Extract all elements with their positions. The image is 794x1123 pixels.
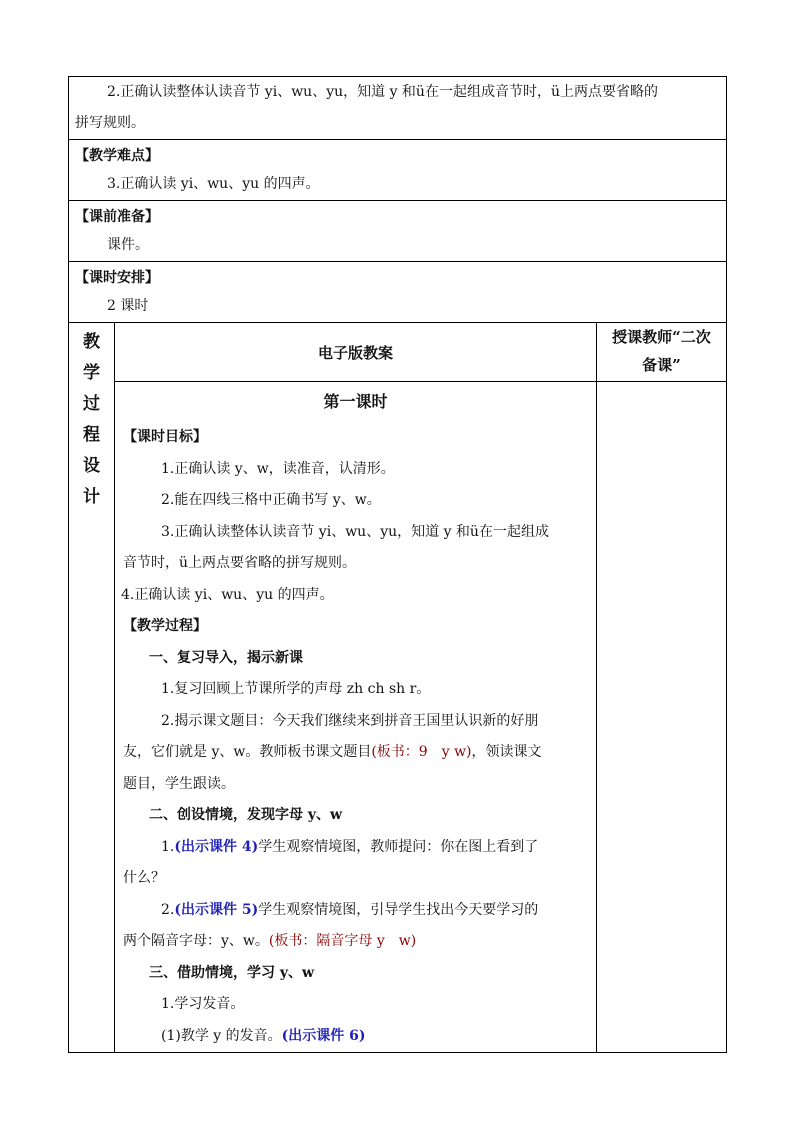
section-2-para-2b xyxy=(115,926,596,958)
process-heading: 【教学过程】 xyxy=(123,618,207,634)
text: 1. xyxy=(161,838,175,855)
text: 友，它们就是 y、w。教师板书课文题目 xyxy=(123,744,372,760)
goal-2: 2.能在四线三格中正确书写 y、w。 xyxy=(161,492,381,508)
section-1-title: 一、复习导入，揭示新课 xyxy=(149,649,303,666)
slide-note: (出示课件 5) xyxy=(174,901,259,918)
objective2-line1: 2.正确认读整体认读音节 yi、wu、yu，知道 y 和ü在一起组成音节时，ü上两点要省略的 xyxy=(107,84,658,100)
text: 学生观察情境图，引导学生找出今天要学习的 xyxy=(258,901,539,918)
preparation-cell xyxy=(69,201,727,262)
teacher-notes-cell xyxy=(597,382,727,1053)
section-1-para-2b xyxy=(115,737,596,769)
section-3-para-1: 1.学习发音。 xyxy=(161,996,245,1012)
preparation-text: 课件。 xyxy=(107,237,149,253)
section-2-para-1 xyxy=(115,832,596,864)
goal-3b: 音节时，ü上两点要省略的拼写规则。 xyxy=(123,555,357,571)
difficulty-heading: 【教学难点】 xyxy=(75,148,159,164)
section-1-para-1: 1.复习回顾上节课所学的声母 zh ch sh r。 xyxy=(161,681,431,697)
schedule-heading: 【课时安排】 xyxy=(75,270,159,286)
side-char: 学 xyxy=(83,363,100,383)
teaching-process-label xyxy=(69,323,115,1053)
section-2-para-2 xyxy=(115,895,596,927)
section-1-para-2c: 题目，学生跟读。 xyxy=(123,775,235,792)
text: ，领读课文 xyxy=(471,744,542,760)
lesson-title: 第一课时 xyxy=(323,392,388,411)
lesson-plan-table xyxy=(68,76,727,1053)
text: 2. xyxy=(161,901,175,918)
text: 两个隔音字母：y、w。 xyxy=(123,933,269,949)
schedule-cell xyxy=(69,262,727,323)
text: 学生观察情境图，教师提问：你在图上看到了 xyxy=(258,838,539,855)
teacher-header-line1: 授课教师“二次 xyxy=(612,328,711,346)
section-3-title: 三、借助情境，学习 y、w xyxy=(149,964,315,981)
objective-cell xyxy=(69,77,727,140)
goal-1: 1.正确认读 y、w，读准音，认清形。 xyxy=(161,460,395,477)
teacher-column-header xyxy=(597,323,727,382)
goals-heading: 【课时目标】 xyxy=(123,429,207,445)
side-char: 程 xyxy=(83,425,100,445)
section-2-para-1b: 什么？ xyxy=(123,870,165,886)
section-2-title: 二、创设情境，发现字母 y、w xyxy=(149,807,343,823)
section-1-para-2a: 2.揭示课文题目：今天我们继续来到拼音王国里认识新的好朋 xyxy=(161,712,539,729)
difficulty-cell xyxy=(69,140,727,201)
preparation-heading: 【课前准备】 xyxy=(75,209,159,225)
schedule-text: 2 课时 xyxy=(107,298,149,314)
goal-3a: 3.正确认读整体认读音节 yi、wu、yu，知道 y 和ü在一起组成 xyxy=(161,523,549,540)
side-char: 教 xyxy=(83,332,100,352)
board-note: (板书：9 y w) xyxy=(371,744,472,760)
side-char: 过 xyxy=(83,394,100,414)
section-3-para-2 xyxy=(115,1021,596,1053)
difficulty-text: 3.正确认读 yi、wu、yu 的四声。 xyxy=(107,176,320,192)
side-char: 设 xyxy=(83,456,100,476)
slide-note: (出示课件 6) xyxy=(281,1027,366,1044)
board-note: (板书：隔音字母 y w) xyxy=(268,933,417,949)
slide-note: (出示课件 4) xyxy=(174,838,259,855)
goal-4: 4.正确认读 yi、wu、yu 的四声。 xyxy=(121,586,334,603)
lesson-content-cell xyxy=(115,382,597,1053)
side-char: 计 xyxy=(83,487,100,507)
objective2-line2: 拼写规则。 xyxy=(75,115,145,131)
teacher-header-line2: 备课” xyxy=(642,356,681,374)
text: (1)教学 y 的发音。 xyxy=(161,1027,282,1044)
main-column-header: 电子版教案 xyxy=(115,323,597,382)
